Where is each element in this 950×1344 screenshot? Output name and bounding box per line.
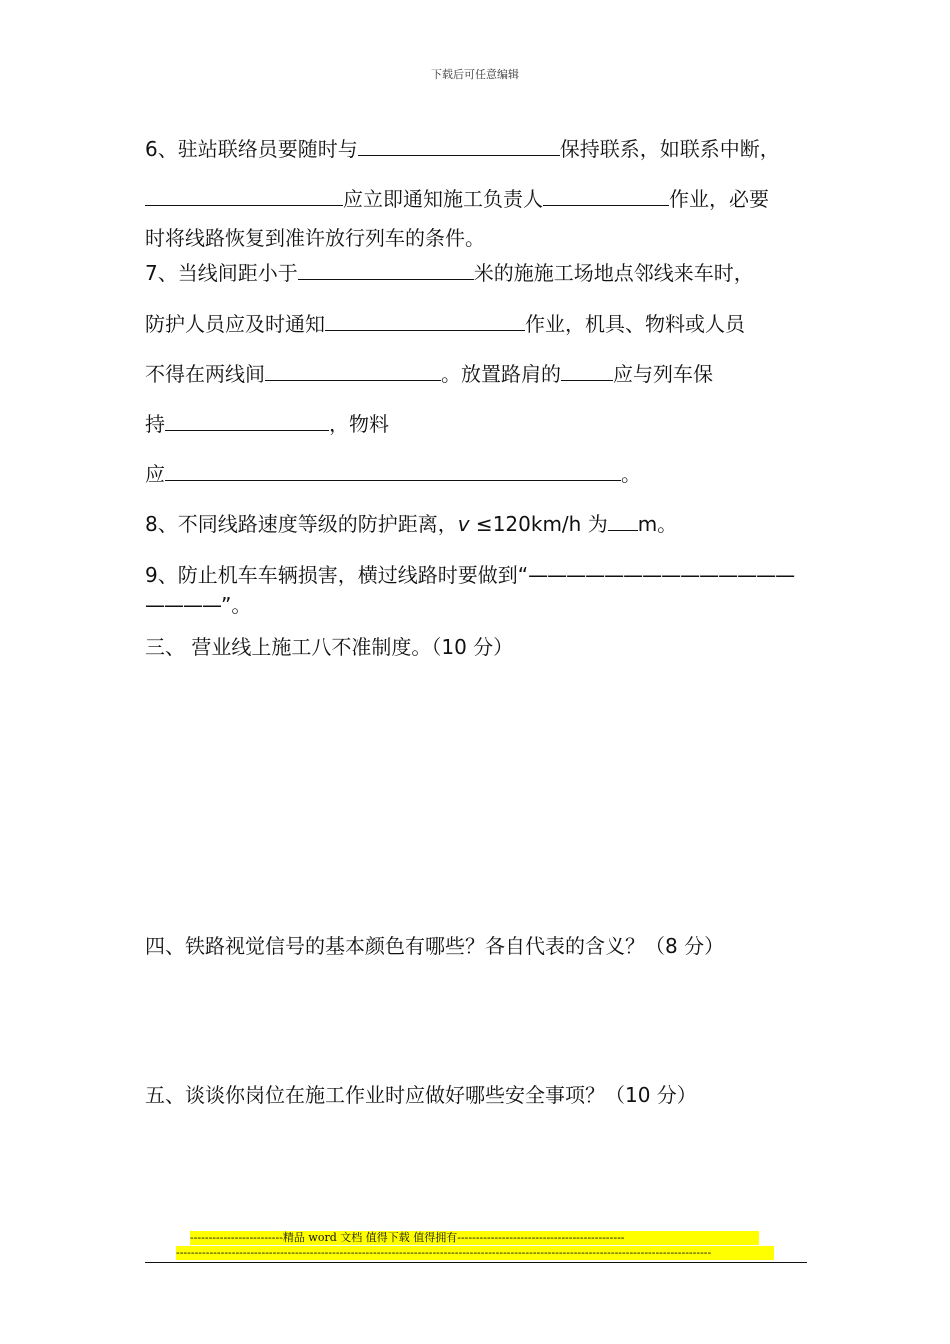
q7-text-k: 。 [621,462,641,486]
section-5-title: 五、谈谈你岗位在施工作业时应做好哪些安全事项？（10 分） [145,1083,697,1107]
q7-blank-4[interactable] [561,362,613,381]
q7-blank-5[interactable] [165,412,329,431]
q6-text-d: 作业，必要 [669,187,769,211]
footer-banner-line-2: ------------------------------------------------------------------------------------------------------------------------------------------------ [176,1246,774,1260]
q7-line-1 [145,261,754,285]
q7-text-j: 应 [145,462,165,486]
q7-text-c: 防护人员应及时通知 [145,312,325,336]
q6-text-c: 应立即通知施工负责人 [343,187,543,211]
q7-blank-3[interactable] [265,362,441,381]
q7-blank-2[interactable] [325,312,525,331]
q9-text-end: ”。 [221,593,252,617]
q9-text-a: 9、防止机车车辆损害，横过线路时要做到“ [145,563,529,587]
q8-velocity-symbol: v [457,512,470,536]
q7-text-i: ，物料 [329,412,389,436]
page-header: 下载后可任意编辑 [431,68,519,81]
q7-line-2 [145,312,745,336]
q6-text-e: 时将线路恢复到准许放行列车的条件。 [145,226,485,250]
q8-text-c: m。 [637,512,678,536]
q6-line-2 [145,187,769,211]
footer-rule [145,1262,807,1263]
q6-line-3 [145,226,485,250]
section-3-title: 三、 营业线上施工八不准制度。（10 分） [145,635,514,659]
q6-line-1 [145,137,780,161]
q7-line-5 [145,462,641,486]
q6-text-b: 保持联系，如联系中断， [559,137,780,161]
q6-text-a: 6、驻站联络员要随时与 [145,137,358,161]
q8-text-b: ≤120km/h 为 [469,512,608,536]
q6-blank-3[interactable] [543,187,669,206]
q9-dashes-1: —————————————— [528,563,795,587]
section-4-title: 四、铁路视觉信号的基本颜色有哪些？各自代表的含义？（8 分） [145,934,725,958]
q7-text-d: 作业，机具、物料或人员 [525,312,745,336]
q7-text-b: 米的施施工场地点邻线来车时， [473,261,754,285]
q6-blank-2[interactable] [145,187,343,206]
q9-line-2 [145,593,251,617]
q7-line-3 [145,362,713,386]
q6-blank-1[interactable] [358,137,560,156]
q9-line-1 [145,563,794,587]
q7-text-h: 持 [145,412,165,436]
q8-line [145,512,677,536]
q7-blank-6[interactable] [165,462,621,481]
q7-text-e: 不得在两线间 [145,362,265,386]
q7-text-f: 。放置路肩的 [441,362,561,386]
footer-banner-line-1: -------------------------精品 word 文档 值得下载 值得拥有--------------------------------------------- [190,1231,759,1245]
q7-text-g: 应与列车保 [613,362,713,386]
q7-blank-1[interactable] [298,261,474,280]
q7-line-4 [145,412,389,436]
q8-text-a: 8、不同线路速度等级的防护距离， [145,512,458,536]
q9-dashes-2: ———— [145,593,221,617]
q7-text-a: 7、当线间距小于 [145,261,298,285]
q8-blank[interactable] [608,512,638,531]
